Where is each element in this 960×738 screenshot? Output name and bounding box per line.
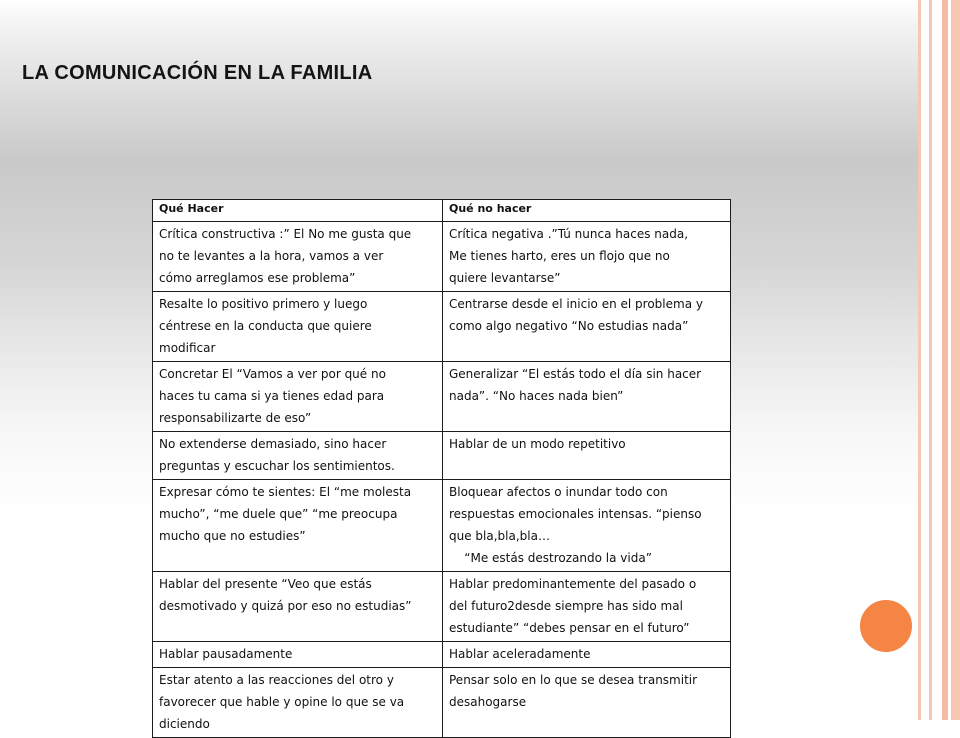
cell-text-line: Hablar pausadamente [159,647,293,661]
cell-text-line: mucho que no estudies” [159,529,306,543]
cell-text-line: como algo negativo “No estudias nada” [449,319,689,333]
communication-table [152,199,731,738]
border-gap [921,0,929,720]
cell-dont [443,362,731,432]
cell-do [153,362,443,432]
cell-text-line: no te levantes a la hora, vamos a ver [159,249,384,263]
cell-text-line: nada”. “No haces nada bien” [449,389,624,403]
table-row [153,432,731,480]
cell-dont [443,642,731,668]
cell-dont [443,222,731,292]
cell-text-line: Hablar aceleradamente [449,647,591,661]
cell-do [153,572,443,642]
header-do: Qué Hacer [153,200,443,222]
cell-text-line: Hablar predominantemente del pasado o [449,577,697,591]
cell-do [153,292,443,362]
cell-do [153,432,443,480]
cell-text-line: Crítica negativa .”Tú nunca haces nada, [449,227,689,241]
cell-text-line: preguntas y escuchar los sentimientos. [159,459,395,473]
cell-text-line: Hablar del presente “Veo que estás [159,577,372,591]
cell-text-line: Resalte lo positivo primero y luego [159,297,368,311]
cell-dont [443,668,731,738]
cell-text-line: desahogarse [449,695,527,709]
table-header-row [153,200,731,222]
table-row [153,480,731,572]
cell-text-line: Hablar de un modo repetitivo [449,437,626,451]
cell-text-line: responsabilizarte de eso” [159,411,312,425]
cell-text-line: Generalizar “El estás todo el día sin hacer [449,367,702,381]
cell-text-line: Estar atento a las reacciones del otro y [159,673,394,687]
cell-text-line: respuestas emocionales intensas. “pienso [449,507,702,521]
table-row [153,572,731,642]
cell-do [153,480,443,572]
cell-dont [443,572,731,642]
cell-dont [443,480,731,572]
cell-do [153,222,443,292]
cell-text-line: Pensar solo en lo que se desea transmitir [449,673,698,687]
cell-dont [443,432,731,480]
table-row [153,292,731,362]
cell-text-line: haces tu cama si ya tienes edad para [159,389,385,403]
cell-text-line: “Me estás destrozando la vida” [449,551,652,565]
cell-text-line: mucho”, “me duele que” “me preocupa [159,507,398,521]
cell-text-line: Centrarse desde el inicio en el problema y [449,297,703,311]
cell-text-line: favorecer que hable y opine lo que se va [159,695,405,709]
cell-text-line: modificar [159,341,216,355]
cell-text-line: Bloquear afectos o inundar todo con [449,485,668,499]
table-row [153,362,731,432]
cell-text-line: Concretar El “Vamos a ver por qué no [159,367,386,381]
cell-text-line: cómo arreglamos ese problema” [159,271,356,285]
accent-circle [857,597,915,655]
cell-do [153,642,443,668]
cell-do [153,668,443,738]
table-row [153,642,731,668]
cell-text-line: que bla,bla,bla… [449,529,550,543]
cell-dont [443,292,731,362]
cell-text-line: Crítica constructiva :” El No me gusta que [159,227,412,241]
cell-text-line: del futuro2desde siempre has sido mal [449,599,683,613]
cell-text-line: No extenderse demasiado, sino hacer [159,437,387,451]
cell-text-line: desmotivado y quizá por eso no estudias” [159,599,412,613]
table-row [153,222,731,292]
slide-title: LA COMUNICACIÓN EN LA FAMILIA [22,62,373,84]
border-gap [932,0,942,720]
border-stripe [951,0,960,720]
cell-text-line: Me tienes harto, eres un flojo que no [449,249,670,263]
header-dont: Qué no hacer [443,200,731,222]
cell-text-line: quiere levantarse” [449,271,561,285]
table-body [153,222,731,738]
cell-text-line: céntrese en la conducta que quiere [159,319,372,333]
cell-text-line: Expresar cómo te sientes: El “me molesta [159,485,412,499]
cell-text-line: diciendo [159,717,210,731]
table-row [153,668,731,738]
cell-text-line: estudiante” “debes pensar en el futuro” [449,621,690,635]
